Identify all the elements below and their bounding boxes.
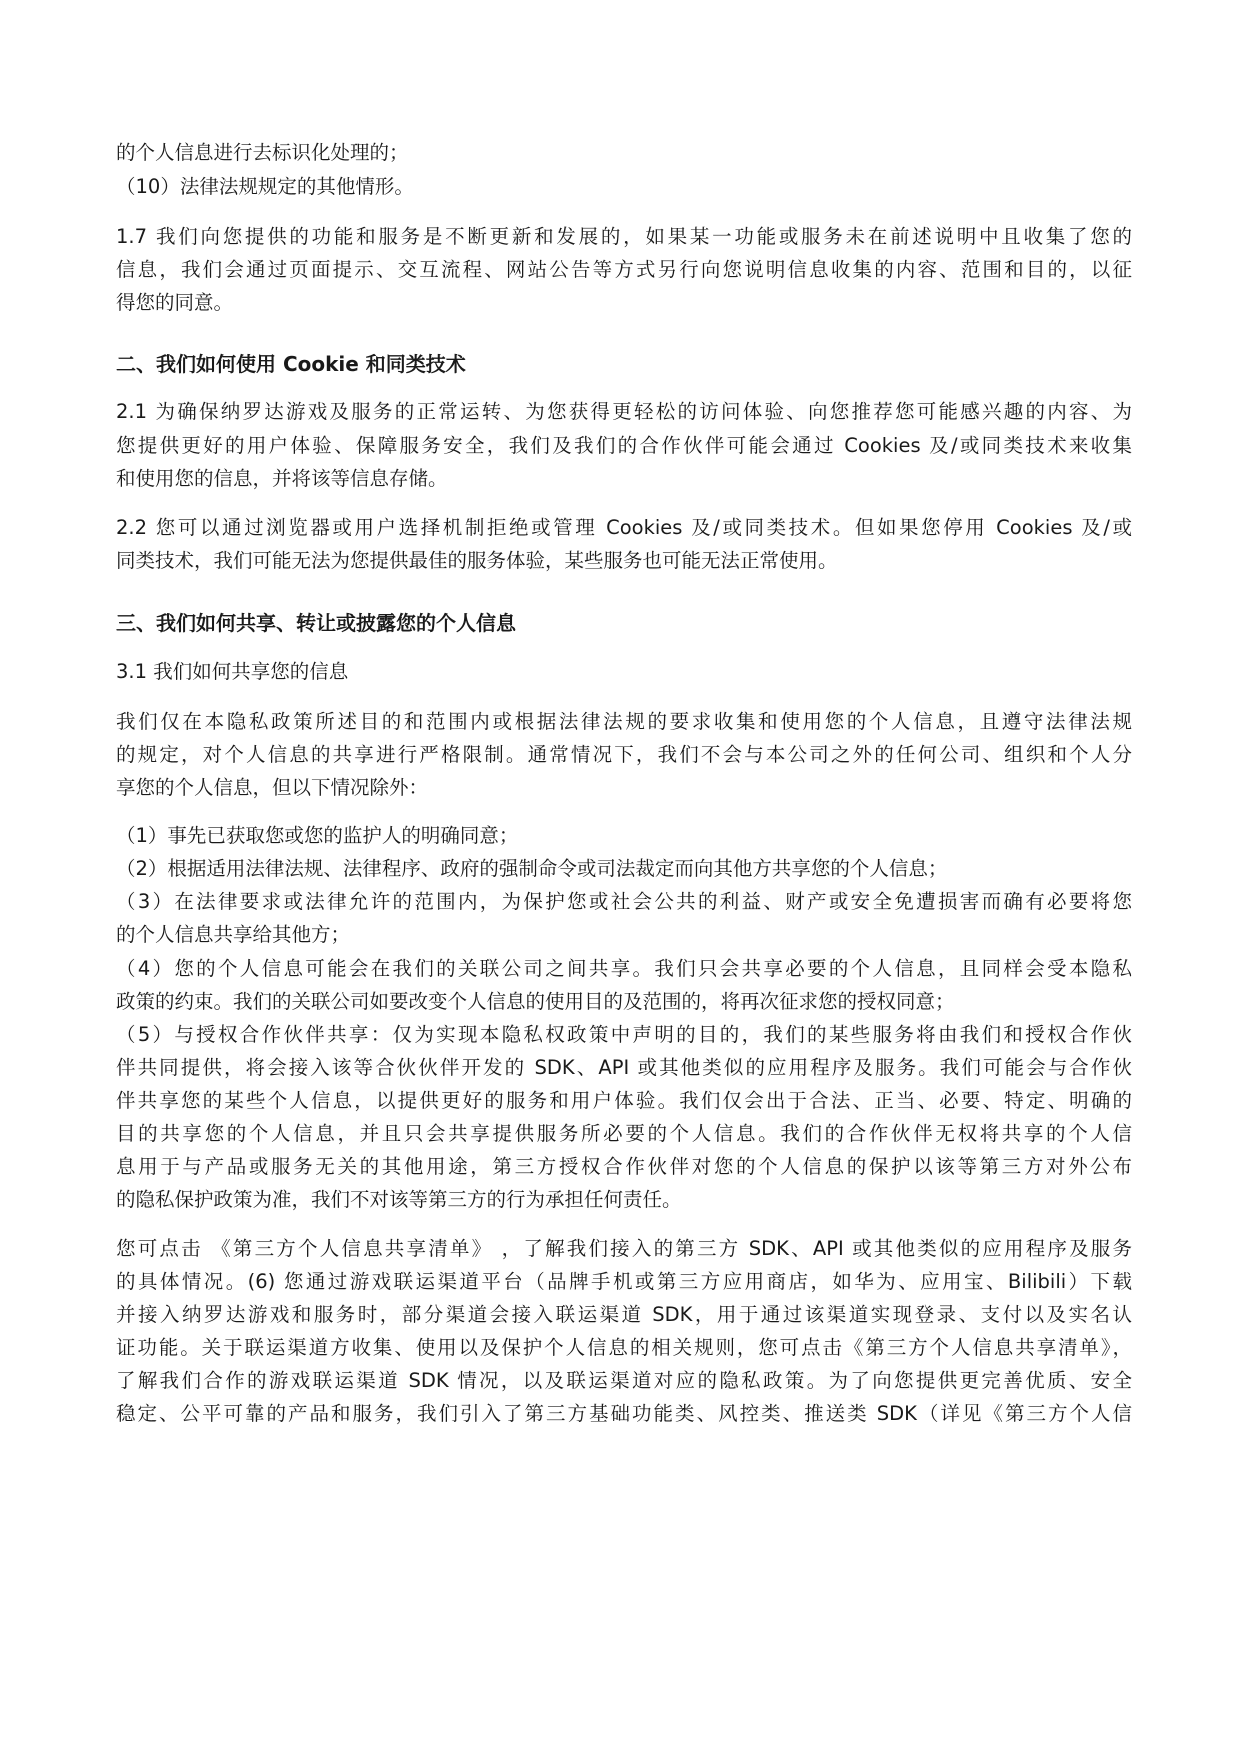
paragraph-2-1-line: 2.1 为确保纳罗达游戏及服务的正常运转、为您获得更轻松的访问体验、向您推荐您可能感兴趣的内容、为 <box>116 400 1132 423</box>
section-heading-cookies: 二、我们如何使用 Cookie 和同类技术 <box>116 352 466 376</box>
list-item-line: 息用于与产品或服务无关的其他用途，第三方授权合作伙伴对您的个人信息的保护以该等第三方对外公布 <box>116 1155 1132 1178</box>
paragraph-2-1-line: 您提供更好的用户体验、保障服务安全，我们及我们的合作伙伴可能会通过 Cookies 及/或同类技术来收集 <box>116 434 1132 457</box>
list-item-line: 伴共同提供，将会接入该等合伙伙伴开发的 SDK、API 或其他类似的应用程序及服务。我们可能会与合作伙 <box>116 1056 1132 1079</box>
paragraph-2-1-line: 和使用您的信息，并将该等信息存储。 <box>116 467 448 490</box>
paragraph-sharing-line: 的规定，对个人信息的共享进行严格限制。通常情况下，我们不会与本公司之外的任何公司、组织和个人分 <box>116 743 1132 766</box>
list-item-line: 的个人信息共享给其他方； <box>116 923 351 946</box>
paragraph-third-party-line: 并接入纳罗达游戏和服务时，部分渠道会接入联运渠道 SDK，用于通过该渠道实现登录、支付以及实名认 <box>116 1303 1132 1326</box>
list-item-line: 的隐私保护政策为准，我们不对该等第三方的行为承担任何责任。 <box>116 1188 682 1211</box>
section-heading-sharing: 三、我们如何共享、转让或披露您的个人信息 <box>116 611 516 635</box>
paragraph-sharing-line: 享您的个人信息，但以下情况除外： <box>116 776 429 799</box>
subheading-3-1: 3.1 我们如何共享您的信息 <box>116 660 349 683</box>
paragraph-2-2-line: 2.2 您可以通过浏览器或用户选择机制拒绝或管理 Cookies 及/或同类技术。但如果您停用 Cookies 及/或 <box>116 516 1132 539</box>
list-item-line: 目的共享您的个人信息，并且只会共享提供服务所必要的个人信息。我们的合作伙伴无权将共享的个人信 <box>116 1122 1132 1145</box>
paragraph-third-party-line: 的具体情况。(6) 您通过游戏联运渠道平台（品牌手机或第三方应用商店，如华为、应用宝、Bilibili）下载 <box>116 1270 1132 1293</box>
list-item-line: 伴共享您的某些个人信息，以提供更好的服务和用户体验。我们仅会出于合法、正当、必要、特定、明确的 <box>116 1089 1132 1112</box>
list-item-line: （4）您的个人信息可能会在我们的关联公司之间共享。我们只会共享必要的个人信息，且同样会受本隐私 <box>116 957 1132 980</box>
paragraph-third-party-line: 了解我们合作的游戏联运渠道 SDK 情况，以及联运渠道对应的隐私政策。为了向您提供更完善优质、安全 <box>116 1369 1132 1392</box>
body-text-line: 的个人信息进行去标识化处理的； <box>116 141 409 164</box>
paragraph-1-7-line: 信息，我们会通过页面提示、交互流程、网站公告等方式另行向您说明信息收集的内容、范围和目的，以征 <box>116 258 1132 281</box>
list-item-line: （2）根据适用法律法规、法律程序、政府的强制命令或司法裁定而向其他方共享您的个人信息； <box>116 857 948 880</box>
paragraph-sharing-line: 我们仅在本隐私政策所述目的和范围内或根据法律法规的要求收集和使用您的个人信息，且遵守法律法规 <box>116 710 1132 733</box>
paragraph-1-7-line: 得您的同意。 <box>116 291 234 314</box>
list-item-line: （1）事先已获取您或您的监护人的明确同意； <box>116 824 519 847</box>
list-item-line: 政策的约束。我们的关联公司如要改变个人信息的使用目的及范围的，将再次征求您的授权同意； <box>116 990 955 1013</box>
list-item-line: （5）与授权合作伙伴共享：仅为实现本隐私权政策中声明的目的，我们的某些服务将由我们和授权合作伙 <box>116 1023 1132 1046</box>
body-text-line: （10）法律法规规定的其他情形。 <box>116 175 414 198</box>
paragraph-third-party-line: 稳定、公平可靠的产品和服务，我们引入了第三方基础功能类、风控类、推送类 SDK（详见《第三方个人信 <box>116 1402 1132 1425</box>
paragraph-third-party-line: 您可点击 《第三方个人信息共享清单》 ，了解我们接入的第三方 SDK、API 或其他类似的应用程序及服务 <box>116 1237 1132 1260</box>
paragraph-1-7-line: 1.7 我们向您提供的功能和服务是不断更新和发展的，如果某一功能或服务未在前述说明中且收集了您的 <box>116 225 1132 248</box>
paragraph-2-2-line: 同类技术，我们可能无法为您提供最佳的服务体验，某些服务也可能无法正常使用。 <box>116 549 838 572</box>
list-item-line: （3）在法律要求或法律允许的范围内，为保护您或社会公共的利益、财产或安全免遭损害而确有必要将您 <box>116 890 1132 913</box>
paragraph-third-party-line: 证功能。关于联运渠道方收集、使用以及保护个人信息的相关规则，您可点击《第三方个人信息共享清单》， <box>116 1336 1132 1359</box>
